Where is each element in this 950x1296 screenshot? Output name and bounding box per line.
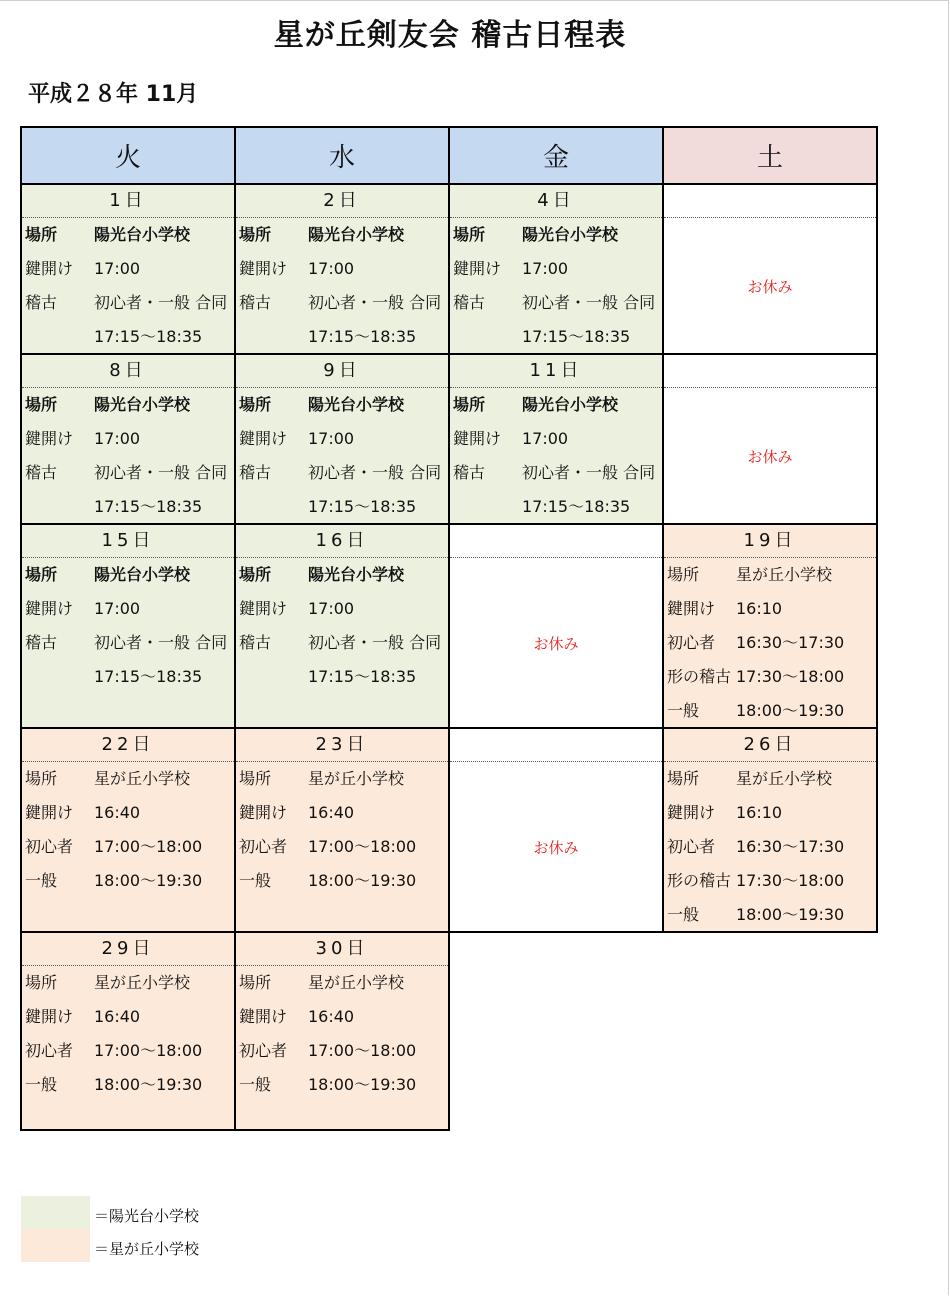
detail-row [664,660,876,694]
detail-row [450,218,662,252]
detail-row [236,252,448,286]
detail-row [664,558,876,592]
detail-key: 初心者 [25,1041,74,1060]
detail-row [236,1034,448,1068]
detail-value: 17:00～18:00 [308,837,417,856]
detail-value: 初心者・一般 合同 [308,633,442,652]
detail-value: 17:15～18:35 [308,327,417,346]
cell-details [236,388,448,524]
detail-key: 場所 [239,769,272,788]
detail-row [22,796,234,830]
detail-value: 18:00～19:30 [308,871,417,890]
detail-row [450,286,662,320]
detail-row [22,456,234,490]
detail-key: 形の稽古 [667,871,732,890]
detail-value: 初心者・一般 合同 [94,293,228,312]
cell-date: 22日 [22,729,234,762]
cell-details [22,558,234,694]
detail-value: 16:10 [736,599,783,618]
detail-value: 17:00 [94,599,141,618]
cell-date: 8日 [22,355,234,388]
weekday-header-3: 土 [662,126,878,185]
detail-row [22,592,234,626]
detail-value: 初心者・一般 合同 [308,293,442,312]
detail-value: 星が丘小学校 [736,565,833,584]
closed-label: お休み [533,635,579,653]
cell-date [450,525,662,558]
day-cell [20,353,236,525]
detail-row [236,456,448,490]
detail-key: 鍵開け [25,599,74,618]
detail-value: 初心者・一般 合同 [522,463,656,482]
day-cell [448,183,664,355]
detail-value: 17:00～18:00 [94,837,203,856]
detail-value: 陽光台小学校 [308,565,405,584]
detail-key: 形の稽古 [667,667,732,686]
detail-row [22,422,234,456]
cell-date: 29日 [22,933,234,966]
detail-row [22,1068,234,1102]
detail-value: 17:15～18:35 [522,327,631,346]
detail-row [22,660,234,694]
detail-row [664,762,876,796]
detail-key: 稽古 [239,293,272,312]
detail-row [236,320,448,354]
detail-key: 初心者 [25,837,74,856]
detail-row [664,796,876,830]
detail-key: 場所 [25,769,58,788]
cell-details [236,762,448,898]
detail-key: 稽古 [453,293,486,312]
detail-key: 一般 [239,1075,272,1094]
detail-key: 場所 [239,225,272,244]
detail-row [236,796,448,830]
detail-row [450,490,662,524]
detail-row [236,660,448,694]
detail-value: 陽光台小学校 [94,225,191,244]
detail-key: 場所 [239,973,272,992]
detail-key: 稽古 [25,463,58,482]
detail-value: 17:00 [308,599,355,618]
detail-value: 陽光台小学校 [308,395,405,414]
detail-row [22,218,234,252]
detail-value: 17:00 [522,429,569,448]
detail-value: 17:15～18:35 [522,497,631,516]
day-cell [662,523,878,729]
detail-key: 場所 [239,565,272,584]
detail-row [450,422,662,456]
detail-key: 鍵開け [667,599,716,618]
detail-value: 初心者・一般 合同 [94,633,228,652]
detail-row [22,864,234,898]
detail-value: 18:00～19:30 [736,701,845,720]
cell-date: 4日 [450,185,662,218]
detail-key: 鍵開け [239,599,288,618]
detail-value: 星が丘小学校 [94,973,191,992]
detail-row [236,592,448,626]
detail-key: 稽古 [25,293,58,312]
detail-key: 場所 [25,395,58,414]
cell-details [236,558,448,694]
detail-value: 17:15～18:35 [308,667,417,686]
detail-row [236,1068,448,1102]
detail-key: 稽古 [25,633,58,652]
cell-date: 11日 [450,355,662,388]
closed-label: お休み [747,448,793,466]
detail-row [236,388,448,422]
detail-key: 鍵開け [239,429,288,448]
detail-key: 鍵開け [25,803,74,822]
detail-row [22,286,234,320]
detail-key: 一般 [25,1075,58,1094]
detail-key: 場所 [453,225,486,244]
detail-key: 稽古 [453,463,486,482]
legend-label-hoshigaoka: ＝星が丘小学校 [94,1240,200,1258]
closed-label: お休み [747,278,793,296]
legend-swatch-youkoudai [21,1196,90,1229]
detail-row [22,388,234,422]
detail-row [22,1034,234,1068]
detail-row [450,320,662,354]
detail-row [236,762,448,796]
day-cell [448,353,664,525]
detail-value: 17:15～18:35 [94,667,203,686]
cell-details [664,558,876,728]
detail-row [664,864,876,898]
day-cell-closed [662,353,878,525]
detail-row [664,830,876,864]
day-cell [20,183,236,355]
cell-date [450,729,662,762]
detail-row [664,694,876,728]
detail-value: 陽光台小学校 [94,565,191,584]
detail-value: 陽光台小学校 [94,395,191,414]
detail-value: 陽光台小学校 [522,225,619,244]
detail-key: 一般 [239,871,272,890]
detail-row [236,864,448,898]
detail-key: 稽古 [239,463,272,482]
detail-key: 初心者 [667,837,716,856]
cell-details [450,218,662,354]
detail-row [236,830,448,864]
day-cell [234,183,450,355]
day-cell [234,931,450,1131]
closed-label: お休み [533,839,579,857]
detail-value: 陽光台小学校 [522,395,619,414]
detail-row [450,388,662,422]
detail-value: 星が丘小学校 [94,769,191,788]
detail-row [236,490,448,524]
detail-key: 一般 [25,871,58,890]
cell-details [22,218,234,354]
detail-value: 初心者・一般 合同 [94,463,228,482]
detail-key: 初心者 [239,1041,288,1060]
detail-key: 場所 [25,225,58,244]
detail-value: 星が丘小学校 [308,973,405,992]
detail-value: 17:00 [308,429,355,448]
detail-key: 鍵開け [453,259,502,278]
detail-value: 星が丘小学校 [736,769,833,788]
detail-key: 初心者 [239,837,288,856]
detail-row [22,558,234,592]
detail-value: 初心者・一般 合同 [522,293,656,312]
detail-row [236,626,448,660]
weekday-header-0: 火 [20,126,236,185]
detail-key: 場所 [453,395,486,414]
detail-key: 稽古 [239,633,272,652]
detail-key: 鍵開け [25,259,74,278]
detail-value: 18:00～19:30 [736,905,845,924]
detail-value: 16:40 [94,1007,141,1026]
detail-row [236,286,448,320]
detail-row [22,1000,234,1034]
weekday-header-2: 金 [448,126,664,185]
detail-row [22,762,234,796]
cell-date [664,185,876,218]
cell-date [664,355,876,388]
day-cell-closed [662,183,878,355]
day-cell [20,727,236,933]
cell-date: 16日 [236,525,448,558]
detail-key: 場所 [667,769,700,788]
detail-key: 鍵開け [453,429,502,448]
detail-row [22,320,234,354]
detail-value: 17:15～18:35 [94,497,203,516]
detail-row [22,490,234,524]
detail-value: 17:15～18:35 [308,497,417,516]
detail-row [22,252,234,286]
detail-row [236,558,448,592]
day-cell [234,523,450,729]
detail-key: 鍵開け [239,803,288,822]
detail-key: 鍵開け [239,259,288,278]
detail-row [22,626,234,660]
cell-date: 19日 [664,525,876,558]
cell-details [22,966,234,1102]
detail-value: 16:40 [94,803,141,822]
detail-key: 場所 [25,565,58,584]
detail-value: 陽光台小学校 [308,225,405,244]
detail-row [236,1000,448,1034]
detail-key: 鍵開け [25,1007,74,1026]
day-cell-closed [448,523,664,729]
cell-details [236,966,448,1102]
detail-row [236,218,448,252]
day-cell [234,727,450,933]
cell-date: 1日 [22,185,234,218]
detail-value: 16:30～17:30 [736,633,845,652]
cell-details [664,762,876,932]
detail-key: 場所 [239,395,272,414]
detail-value: 初心者・一般 合同 [308,463,442,482]
detail-key: 初心者 [667,633,716,652]
detail-value: 16:40 [308,803,355,822]
detail-value: 17:30～18:00 [736,871,845,890]
cell-details [450,388,662,524]
detail-key: 鍵開け [239,1007,288,1026]
detail-row [664,592,876,626]
detail-value: 18:00～19:30 [94,871,203,890]
cell-details [22,388,234,524]
cell-date: 23日 [236,729,448,762]
cell-details [236,218,448,354]
cell-date: 9日 [236,355,448,388]
detail-key: 鍵開け [667,803,716,822]
detail-value: 星が丘小学校 [308,769,405,788]
detail-value: 17:00～18:00 [94,1041,203,1060]
cell-date: 15日 [22,525,234,558]
day-cell [20,523,236,729]
detail-value: 17:30～18:00 [736,667,845,686]
detail-row [664,626,876,660]
cell-details [22,762,234,898]
detail-row [450,456,662,490]
detail-value: 17:00 [94,429,141,448]
detail-value: 16:10 [736,803,783,822]
legend-label-youkoudai: ＝陽光台小学校 [94,1207,200,1225]
detail-row [450,252,662,286]
day-cell [20,931,236,1131]
detail-value: 17:15～18:35 [94,327,203,346]
detail-value: 17:00 [308,259,355,278]
weekday-header-1: 水 [234,126,450,185]
page-title: 星が丘剣友会 稽古日程表 [273,18,627,53]
detail-row [22,830,234,864]
month-label: 平成２８年 11月 [28,82,199,107]
detail-value: 17:00 [94,259,141,278]
detail-value: 17:00 [522,259,569,278]
detail-key: 鍵開け [25,429,74,448]
legend-swatch-hoshigaoka [21,1229,90,1262]
detail-row [236,966,448,1000]
day-cell [662,727,878,933]
detail-key: 一般 [667,905,700,924]
detail-value: 18:00～19:30 [308,1075,417,1094]
detail-row [664,898,876,932]
day-cell [234,353,450,525]
cell-date: 30日 [236,933,448,966]
cell-date: 2日 [236,185,448,218]
detail-row [22,966,234,1000]
detail-value: 18:00～19:30 [94,1075,203,1094]
detail-value: 16:30～17:30 [736,837,845,856]
detail-value: 17:00～18:00 [308,1041,417,1060]
detail-row [236,422,448,456]
detail-key: 場所 [25,973,58,992]
detail-key: 場所 [667,565,700,584]
day-cell-closed [448,727,664,933]
detail-key: 一般 [667,701,700,720]
cell-date: 26日 [664,729,876,762]
detail-value: 16:40 [308,1007,355,1026]
